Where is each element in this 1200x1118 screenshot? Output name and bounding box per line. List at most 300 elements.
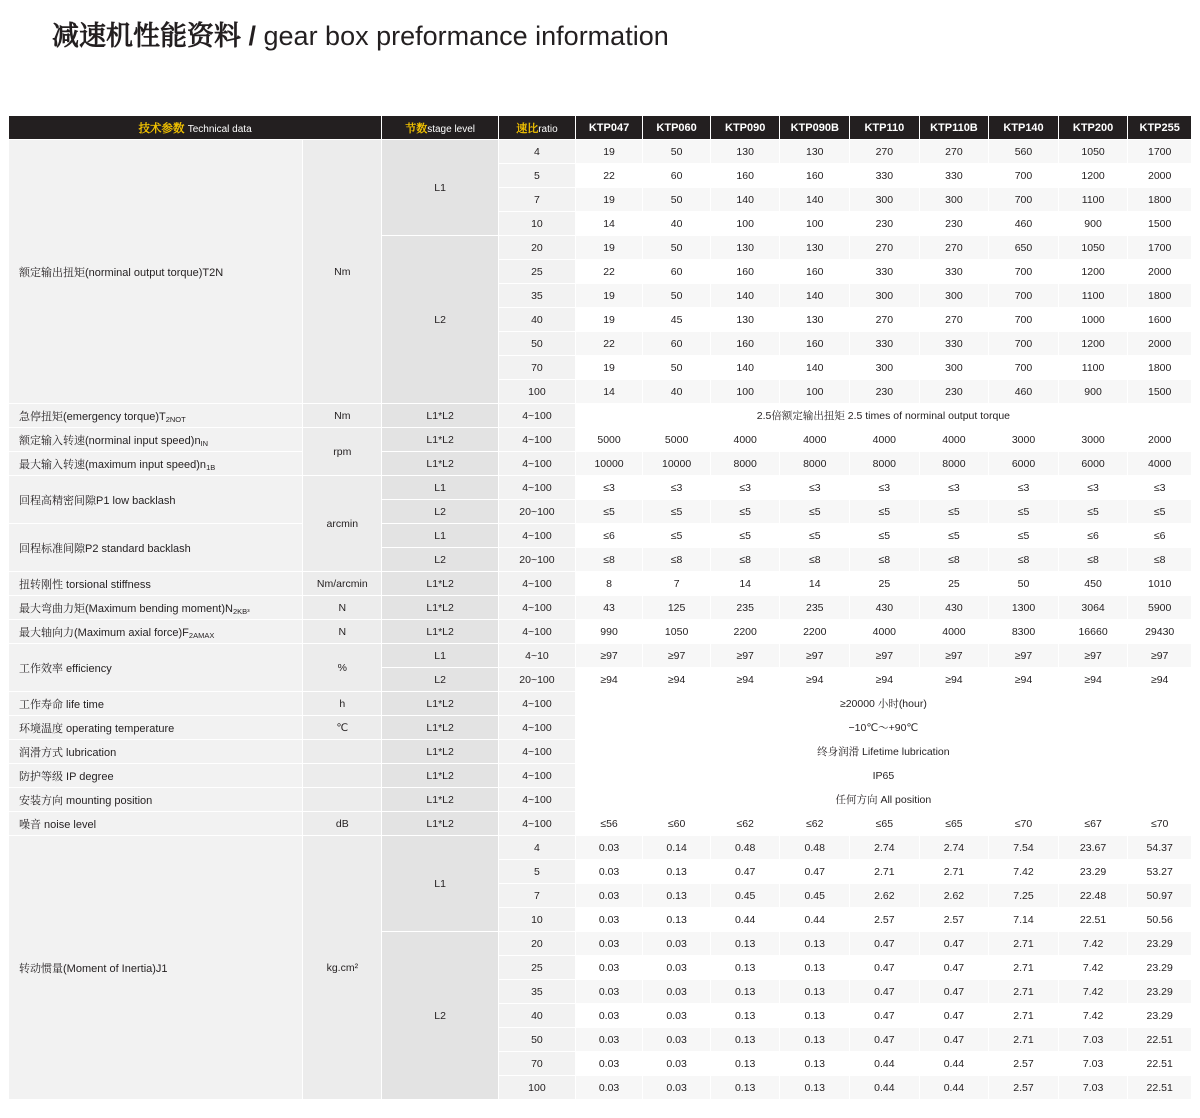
value-cell: 3000 xyxy=(989,428,1059,452)
value-cell: ≥97 xyxy=(710,644,780,668)
value-cell: ≤8 xyxy=(989,548,1059,572)
value-cell: 19 xyxy=(575,284,643,308)
value-cell: 2000 xyxy=(1128,260,1192,284)
value-cell: 1100 xyxy=(1058,284,1128,308)
value-cell: 0.13 xyxy=(710,1052,780,1076)
value-cell: 10000 xyxy=(643,452,711,476)
value-cell: 2.74 xyxy=(850,836,920,860)
value-cell: 22.51 xyxy=(1128,1076,1192,1100)
value-cell: ≤5 xyxy=(989,500,1059,524)
value-cell: 0.03 xyxy=(575,932,643,956)
value-cell: 100 xyxy=(710,212,780,236)
value-cell: 29430 xyxy=(1128,620,1192,644)
value-cell: 450 xyxy=(1058,572,1128,596)
ratio-cell: 70 xyxy=(499,1052,576,1076)
value-cell: ≤5 xyxy=(850,524,920,548)
header-model-ktp140: KTP140 xyxy=(989,116,1059,140)
ratio-cell: 35 xyxy=(499,980,576,1004)
value-cell: 14 xyxy=(575,380,643,404)
value-cell: 4000 xyxy=(780,428,850,452)
value-cell: 0.47 xyxy=(850,1028,920,1052)
value-cell: ≥97 xyxy=(780,644,850,668)
value-cell: 0.47 xyxy=(919,1004,989,1028)
value-cell: ≥97 xyxy=(1058,644,1128,668)
value-cell: 45 xyxy=(643,308,711,332)
value-cell: 0.03 xyxy=(643,1028,711,1052)
ratio-cell: 20~100 xyxy=(499,548,576,572)
value-cell: ≥97 xyxy=(1128,644,1192,668)
value-cell: 0.13 xyxy=(780,932,850,956)
value-cell: 130 xyxy=(780,236,850,260)
value-cell: 0.47 xyxy=(919,1028,989,1052)
value-cell: 0.13 xyxy=(643,908,711,932)
table-row xyxy=(9,644,1192,668)
stage-l2: L2 xyxy=(382,932,499,1100)
value-cell: 130 xyxy=(710,308,780,332)
stage-l1: L1 xyxy=(382,140,499,236)
value-cell: 22 xyxy=(575,260,643,284)
value-cell: 16660 xyxy=(1058,620,1128,644)
value-cell: 2.57 xyxy=(989,1052,1059,1076)
row-label-life-time: 工作寿命 life time xyxy=(9,692,303,716)
value-cell: ≥94 xyxy=(710,668,780,692)
value-cell: ≤5 xyxy=(919,500,989,524)
value-cell: 43 xyxy=(575,596,643,620)
value-cell: 270 xyxy=(850,140,920,164)
value-cell: 900 xyxy=(1058,212,1128,236)
value-cell: 2.71 xyxy=(989,956,1059,980)
stage-cell: L1 xyxy=(382,644,499,668)
header-model-ktp090b: KTP090B xyxy=(780,116,850,140)
value-span-cell: IP65 xyxy=(575,764,1191,788)
value-cell: 700 xyxy=(989,164,1059,188)
row-unit: Nm xyxy=(303,404,382,428)
table-row xyxy=(9,620,1192,644)
value-cell: 1500 xyxy=(1128,212,1192,236)
value-cell: 270 xyxy=(850,308,920,332)
value-cell: 3064 xyxy=(1058,596,1128,620)
row-label-noise-level: 噪音 noise level xyxy=(9,812,303,836)
value-cell: 60 xyxy=(643,164,711,188)
value-cell: 430 xyxy=(850,596,920,620)
value-cell: ≤65 xyxy=(850,812,920,836)
row-unit xyxy=(303,788,382,812)
value-cell: 2000 xyxy=(1128,332,1192,356)
value-cell: ≤5 xyxy=(989,524,1059,548)
value-cell: 0.44 xyxy=(919,1076,989,1100)
header-technical-data: 技术参数 Technical data xyxy=(9,116,382,140)
ratio-cell: 4~100 xyxy=(499,476,576,500)
value-cell: 2.74 xyxy=(919,836,989,860)
value-cell: 0.47 xyxy=(919,956,989,980)
value-cell: ≥97 xyxy=(643,644,711,668)
table-row xyxy=(9,716,1192,740)
value-cell: 130 xyxy=(710,140,780,164)
value-cell: 0.13 xyxy=(710,980,780,1004)
value-cell: 40 xyxy=(643,212,711,236)
value-span-cell: ≥20000 小时(hour) xyxy=(575,692,1191,716)
page-title-cn: 减速机性能资料 xyxy=(52,21,241,51)
value-span-cell: 终身润滑 Lifetime lubrication xyxy=(575,740,1191,764)
value-cell: ≤8 xyxy=(780,548,850,572)
value-cell: 50.56 xyxy=(1128,908,1192,932)
stage-cell: L1*L2 xyxy=(382,452,499,476)
stage-cell: L1*L2 xyxy=(382,692,499,716)
value-cell: 140 xyxy=(780,356,850,380)
value-cell: 0.47 xyxy=(710,860,780,884)
ratio-cell: 20~100 xyxy=(499,668,576,692)
table-row xyxy=(9,476,1192,500)
row-unit-arcmin: arcmin xyxy=(303,476,382,572)
ratio-cell: 5 xyxy=(499,164,576,188)
value-cell: 1700 xyxy=(1128,236,1192,260)
value-cell: 125 xyxy=(643,596,711,620)
value-cell: 50 xyxy=(643,284,711,308)
row-label-low-backlash: 回程高精密间隙P1 low backlash xyxy=(9,476,303,524)
value-cell: 2.71 xyxy=(989,1028,1059,1052)
value-cell: 270 xyxy=(919,140,989,164)
value-cell: 1200 xyxy=(1058,164,1128,188)
value-span-cell: −10℃～+90℃ xyxy=(575,716,1191,740)
value-cell: 2.57 xyxy=(850,908,920,932)
value-cell: 2000 xyxy=(1128,164,1192,188)
stage-cell: L2 xyxy=(382,500,499,524)
value-cell: 22.51 xyxy=(1128,1052,1192,1076)
value-cell: 7.42 xyxy=(989,860,1059,884)
value-cell: 0.14 xyxy=(643,836,711,860)
value-cell: 1000 xyxy=(1058,308,1128,332)
ratio-cell: 25 xyxy=(499,956,576,980)
row-label-operating-temperature: 环境温度 operating temperature xyxy=(9,716,303,740)
value-cell: ≤3 xyxy=(1128,476,1192,500)
ratio-cell: 4~100 xyxy=(499,572,576,596)
row-unit-inertia: kg.cm² xyxy=(303,836,382,1100)
ratio-cell: 4~100 xyxy=(499,452,576,476)
value-cell: 0.44 xyxy=(850,1076,920,1100)
value-cell: 0.44 xyxy=(850,1052,920,1076)
value-cell: 130 xyxy=(780,140,850,164)
ratio-cell: 35 xyxy=(499,284,576,308)
row-label-moment-of-inertia: 转动惯量(Moment of Inertia)J1 xyxy=(9,836,303,1100)
value-cell: 22.51 xyxy=(1128,1028,1192,1052)
value-cell: 0.03 xyxy=(643,1076,711,1100)
value-cell: 14 xyxy=(710,572,780,596)
value-cell: 50 xyxy=(989,572,1059,596)
value-cell: ≤5 xyxy=(710,500,780,524)
stage-cell: L1 xyxy=(382,524,499,548)
ratio-cell: 4~10 xyxy=(499,644,576,668)
value-cell: ≥94 xyxy=(643,668,711,692)
value-cell: 19 xyxy=(575,140,643,164)
table-row xyxy=(9,764,1192,788)
row-label-max-input-speed: 最大输入转速(maximum input $speed)n_{1B}$ xyxy=(9,452,303,476)
value-cell: 230 xyxy=(919,380,989,404)
value-cell: 2.71 xyxy=(989,1004,1059,1028)
value-cell: 1050 xyxy=(1058,140,1128,164)
value-cell: 0.44 xyxy=(919,1052,989,1076)
value-cell: 50 xyxy=(643,356,711,380)
value-cell: 330 xyxy=(850,332,920,356)
value-cell: 0.13 xyxy=(643,860,711,884)
value-cell: 0.13 xyxy=(780,1004,850,1028)
value-cell: 25 xyxy=(850,572,920,596)
value-cell: ≥97 xyxy=(919,644,989,668)
value-cell: 25 xyxy=(919,572,989,596)
page-title xyxy=(52,14,669,53)
value-cell: 0.13 xyxy=(710,932,780,956)
stage-cell: L1 xyxy=(382,476,499,500)
row-unit-rpm: rpm xyxy=(303,428,382,476)
value-cell: 7.54 xyxy=(989,836,1059,860)
value-cell: 230 xyxy=(850,212,920,236)
ratio-cell: 20 xyxy=(499,932,576,956)
value-cell: 50 xyxy=(643,236,711,260)
value-cell: ≤3 xyxy=(710,476,780,500)
value-cell: 650 xyxy=(989,236,1059,260)
value-cell: 7.03 xyxy=(1058,1052,1128,1076)
page-title-separator: / xyxy=(241,21,264,51)
value-cell: ≤5 xyxy=(1128,500,1192,524)
value-cell: 130 xyxy=(710,236,780,260)
value-cell: 700 xyxy=(989,332,1059,356)
value-cell: 22.48 xyxy=(1058,884,1128,908)
header-model-ktp060: KTP060 xyxy=(643,116,711,140)
table-row xyxy=(9,572,1192,596)
value-cell: 7.25 xyxy=(989,884,1059,908)
value-cell: 50 xyxy=(643,188,711,212)
row-unit: h xyxy=(303,692,382,716)
ratio-cell: 4 xyxy=(499,140,576,164)
stage-cell: L1*L2 xyxy=(382,596,499,620)
value-cell: ≥94 xyxy=(919,668,989,692)
ratio-cell: 10 xyxy=(499,908,576,932)
ratio-cell: 7 xyxy=(499,188,576,212)
value-cell: 2200 xyxy=(710,620,780,644)
value-cell: 230 xyxy=(919,212,989,236)
value-cell: ≤6 xyxy=(1058,524,1128,548)
value-cell: ≤5 xyxy=(643,500,711,524)
value-cell: 0.47 xyxy=(850,956,920,980)
value-cell: 460 xyxy=(989,212,1059,236)
value-cell: 53.27 xyxy=(1128,860,1192,884)
value-cell: 4000 xyxy=(1128,452,1192,476)
value-cell: 50.97 xyxy=(1128,884,1192,908)
value-cell: 160 xyxy=(780,332,850,356)
value-cell: 160 xyxy=(710,332,780,356)
header-model-ktp200: KTP200 xyxy=(1058,116,1128,140)
ratio-cell: 4~100 xyxy=(499,740,576,764)
value-cell: ≤3 xyxy=(780,476,850,500)
value-cell: 5900 xyxy=(1128,596,1192,620)
value-cell: ≤65 xyxy=(919,812,989,836)
value-cell: ≥94 xyxy=(850,668,920,692)
value-cell: 23.67 xyxy=(1058,836,1128,860)
ratio-cell: 40 xyxy=(499,308,576,332)
value-span-cell: 任何方向 All position xyxy=(575,788,1191,812)
value-cell: 130 xyxy=(780,308,850,332)
value-cell: ≤6 xyxy=(1128,524,1192,548)
value-cell: 8000 xyxy=(919,452,989,476)
ratio-cell: 25 xyxy=(499,260,576,284)
value-cell: 0.44 xyxy=(780,908,850,932)
row-unit xyxy=(303,740,382,764)
value-cell: ≤8 xyxy=(919,548,989,572)
value-cell: 100 xyxy=(780,212,850,236)
value-cell: 140 xyxy=(710,188,780,212)
value-cell: 270 xyxy=(850,236,920,260)
value-cell: 19 xyxy=(575,308,643,332)
value-cell: 0.45 xyxy=(780,884,850,908)
table-row xyxy=(9,596,1192,620)
value-cell: 1010 xyxy=(1128,572,1192,596)
value-cell: 23.29 xyxy=(1128,932,1192,956)
value-cell: 7.42 xyxy=(1058,932,1128,956)
row-unit xyxy=(303,764,382,788)
value-cell: ≤3 xyxy=(575,476,643,500)
value-cell: 140 xyxy=(710,284,780,308)
value-cell: 7.42 xyxy=(1058,956,1128,980)
value-cell: 700 xyxy=(989,356,1059,380)
row-label-nominal-input-speed: 额定输入转速(norminal input $speed)n_{IN}$ xyxy=(9,428,303,452)
value-cell: 300 xyxy=(919,188,989,212)
value-cell: 60 xyxy=(643,332,711,356)
value-cell: 1600 xyxy=(1128,308,1192,332)
value-cell: 23.29 xyxy=(1128,956,1192,980)
value-cell: 1300 xyxy=(989,596,1059,620)
value-cell: 300 xyxy=(919,356,989,380)
value-cell: 140 xyxy=(780,188,850,212)
ratio-cell: 20 xyxy=(499,236,576,260)
table-row xyxy=(9,788,1192,812)
value-cell: 0.13 xyxy=(710,1076,780,1100)
value-cell: ≤60 xyxy=(643,812,711,836)
row-label-mounting-position: 安装方向 mounting position xyxy=(9,788,303,812)
value-cell: 14 xyxy=(575,212,643,236)
value-cell: 7.03 xyxy=(1058,1076,1128,1100)
ratio-cell: 4~100 xyxy=(499,428,576,452)
stage-cell: L1*L2 xyxy=(382,620,499,644)
value-cell: 900 xyxy=(1058,380,1128,404)
value-cell: 0.13 xyxy=(780,956,850,980)
value-cell: 0.03 xyxy=(575,980,643,1004)
ratio-cell: 5 xyxy=(499,860,576,884)
stage-cell: L1*L2 xyxy=(382,404,499,428)
value-cell: ≤56 xyxy=(575,812,643,836)
value-cell: 22 xyxy=(575,332,643,356)
value-cell: 460 xyxy=(989,380,1059,404)
value-cell: 140 xyxy=(780,284,850,308)
value-cell: 0.03 xyxy=(575,1076,643,1100)
value-cell: 14 xyxy=(780,572,850,596)
value-cell: 300 xyxy=(850,356,920,380)
value-cell: 0.13 xyxy=(780,980,850,1004)
value-cell: 8 xyxy=(575,572,643,596)
stage-cell: L1*L2 xyxy=(382,428,499,452)
row-unit: Nm/arcmin xyxy=(303,572,382,596)
value-cell: ≤8 xyxy=(643,548,711,572)
value-cell: 7.03 xyxy=(1058,1028,1128,1052)
table-row xyxy=(9,692,1192,716)
stage-cell: L1*L2 xyxy=(382,764,499,788)
ratio-cell: 4~100 xyxy=(499,692,576,716)
value-cell: ≤5 xyxy=(710,524,780,548)
value-cell: 2.57 xyxy=(989,1076,1059,1100)
value-cell: 270 xyxy=(919,236,989,260)
value-cell: 0.13 xyxy=(780,1028,850,1052)
row-label-nominal-output-torque: 额定输出扭矩(norminal output torque)T2N xyxy=(9,140,303,404)
value-cell: 100 xyxy=(780,380,850,404)
value-cell: 50 xyxy=(643,140,711,164)
value-cell: 4000 xyxy=(850,428,920,452)
value-cell: 0.13 xyxy=(780,1076,850,1100)
value-cell: 0.13 xyxy=(710,956,780,980)
value-cell: 1800 xyxy=(1128,356,1192,380)
value-cell: 19 xyxy=(575,356,643,380)
value-cell: 22 xyxy=(575,164,643,188)
value-cell: ≤8 xyxy=(850,548,920,572)
value-cell: 235 xyxy=(780,596,850,620)
value-cell: 1700 xyxy=(1128,140,1192,164)
table-header-row xyxy=(9,116,1192,140)
value-cell: 54.37 xyxy=(1128,836,1192,860)
value-cell: 2.71 xyxy=(919,860,989,884)
value-cell: ≤70 xyxy=(1128,812,1192,836)
value-cell: 0.03 xyxy=(575,1052,643,1076)
ratio-cell: 50 xyxy=(499,332,576,356)
value-cell: 330 xyxy=(850,260,920,284)
row-label-torsional-stiffness: 扭转刚性 torsional stiffness xyxy=(9,572,303,596)
value-cell: 230 xyxy=(850,380,920,404)
row-label-lubrication: 润滑方式 lubrication xyxy=(9,740,303,764)
value-cell: 990 xyxy=(575,620,643,644)
value-cell: ≤8 xyxy=(1058,548,1128,572)
ratio-cell: 4 xyxy=(499,836,576,860)
row-unit: dB xyxy=(303,812,382,836)
value-cell: 1050 xyxy=(643,620,711,644)
value-cell: 560 xyxy=(989,140,1059,164)
value-cell: 2.62 xyxy=(850,884,920,908)
value-cell: 330 xyxy=(919,332,989,356)
value-cell: 4000 xyxy=(919,620,989,644)
stage-cell: L2 xyxy=(382,548,499,572)
value-cell: 1100 xyxy=(1058,356,1128,380)
value-cell: 19 xyxy=(575,236,643,260)
row-label-max-axial-force: 最大轴向力(Maximum axial $force)F_{2AMAX}$ xyxy=(9,620,303,644)
ratio-cell: 40 xyxy=(499,1004,576,1028)
value-cell: ≤62 xyxy=(710,812,780,836)
value-cell: 0.47 xyxy=(919,980,989,1004)
value-cell: 0.13 xyxy=(710,1028,780,1052)
ratio-cell: 70 xyxy=(499,356,576,380)
value-cell: 1800 xyxy=(1128,188,1192,212)
value-cell: 2.71 xyxy=(850,860,920,884)
value-cell: 1050 xyxy=(1058,236,1128,260)
value-cell: 23.29 xyxy=(1128,1004,1192,1028)
value-cell: 0.03 xyxy=(643,932,711,956)
value-cell: 4000 xyxy=(919,428,989,452)
value-cell: 160 xyxy=(780,260,850,284)
value-cell: 3000 xyxy=(1058,428,1128,452)
value-cell: 0.03 xyxy=(575,1028,643,1052)
value-cell: 8000 xyxy=(710,452,780,476)
value-cell: ≤3 xyxy=(1058,476,1128,500)
value-cell: 140 xyxy=(710,356,780,380)
value-cell: 0.13 xyxy=(780,1052,850,1076)
value-cell: ≥94 xyxy=(780,668,850,692)
value-cell: ≤6 xyxy=(575,524,643,548)
value-cell: ≤3 xyxy=(643,476,711,500)
value-cell: 2.71 xyxy=(989,932,1059,956)
